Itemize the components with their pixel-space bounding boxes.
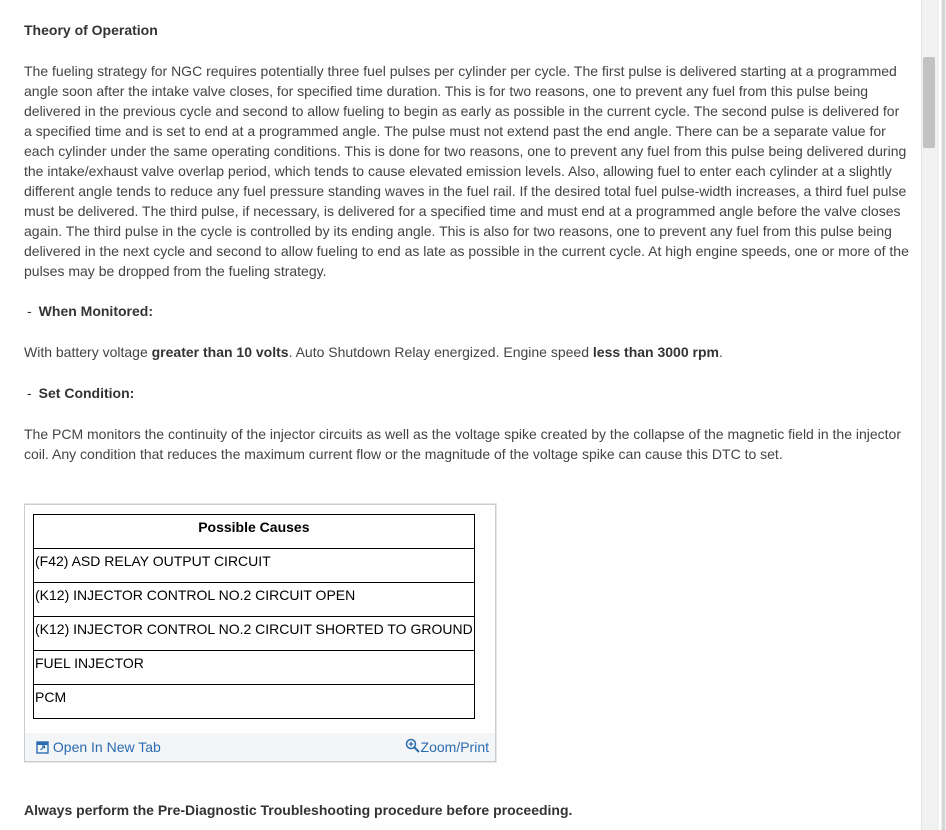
when-monitored-heading: [27, 301, 153, 321]
when-monitored-text-2: . Auto Shutdown Relay energized. Engine speed: [288, 344, 593, 360]
open-in-new-tab-icon: [36, 739, 49, 755]
set-condition-text: The PCM monitors the continuity of the injector circuits as well as the voltage spike created by the collapse of the magnetic field in the injector coil. Any condition that reduces the maximum current flow or the magnitude of the voltage spike can cause this DTC to set.: [24, 426, 901, 462]
table-row: [34, 651, 475, 685]
table-row: [34, 583, 475, 617]
table-cell: FUEL INJECTOR: [34, 651, 475, 685]
set-condition-label: Set Condition:: [38, 385, 135, 401]
figure-toolbar: [25, 733, 495, 761]
when-monitored-label: When Monitored:: [38, 303, 153, 319]
when-monitored-text-1: With battery voltage: [24, 344, 152, 360]
table-header-row: [34, 515, 475, 549]
table-row: [34, 617, 475, 651]
document-content: [24, 0, 914, 830]
open-in-new-tab-link[interactable]: [36, 738, 161, 756]
zoom-print-link[interactable]: [405, 738, 489, 756]
when-monitored-text: [24, 342, 910, 362]
table-header: Possible Causes: [34, 515, 475, 549]
rpm-condition: less than 3000 rpm: [592, 344, 719, 360]
table-cell: PCM: [34, 685, 475, 719]
theory-paragraph: The fueling strategy for NGC requires potentially three fuel pulses per cylinder per cycle. The first pulse is delivered starting at a programmed angle soon after the intake valve closes, for specified time duration. This is for two reasons, one to prevent any fuel from this pulse being delivered in the previous cycle and second to allow fueling to begin as early as possible in the current cycle. The second pulse is delivered for a specified time and is set to end at a programmed angle. The pulse must not extend past the end angle. There can be a separate value for each cylinder under the same operating conditions. This is done for two reasons, one to prevent any fuel from this pulse being delivered during the intake/exhaust valve overlap period, which tends to cause elevated emission levels. Also, allowing fuel to enter each cylinder at a slightly different angle tends to reduce any fuel pressure standing waves in the fuel rail. If the desired total fuel pulse-width increases, a third fuel pulse must be delivered. The third pulse, if necessary, is delivered for a specified time and must end at a programmed angle before the valve closes again. The third pulse in the cycle is controlled by its ending angle. This is also for two reasons, one to prevent any fuel from this pulse being delivered in the next cycle and second to allow fueling to end as late as possible in the current cycle. At high engine speeds, one or more of the pulses may be dropped from the fueling strategy.: [24, 63, 909, 279]
table-cell: (K12) INJECTOR CONTROL NO.2 CIRCUIT SHORTED TO GROUND: [34, 617, 475, 651]
bullet-dash: -: [27, 385, 32, 401]
possible-causes-figure: [24, 504, 496, 762]
table-cell: (K12) INJECTOR CONTROL NO.2 CIRCUIT OPEN: [34, 583, 475, 617]
set-condition-heading: [27, 383, 134, 403]
when-monitored-text-3: .: [718, 344, 723, 360]
table-cell: (F42) ASD RELAY OUTPUT CIRCUIT: [34, 549, 475, 583]
scrollbar-thumb[interactable]: [923, 57, 935, 148]
section-title: Theory of Operation: [24, 22, 158, 38]
outer-scrollbar-thumb[interactable]: [942, 0, 945, 830]
zoom-in-icon: [405, 739, 421, 755]
table-row: [34, 685, 475, 719]
pre-diagnostic-note: Always perform the Pre-Diagnostic Troubleshooting procedure before proceeding.: [24, 802, 573, 818]
possible-causes-table: [33, 514, 475, 719]
zoom-print-label: Zoom/Print: [420, 739, 489, 755]
open-in-new-tab-label: Open In New Tab: [52, 739, 161, 755]
bullet-dash: -: [27, 303, 32, 319]
voltage-condition: greater than 10 volts: [151, 344, 289, 360]
table-row: [34, 549, 475, 583]
